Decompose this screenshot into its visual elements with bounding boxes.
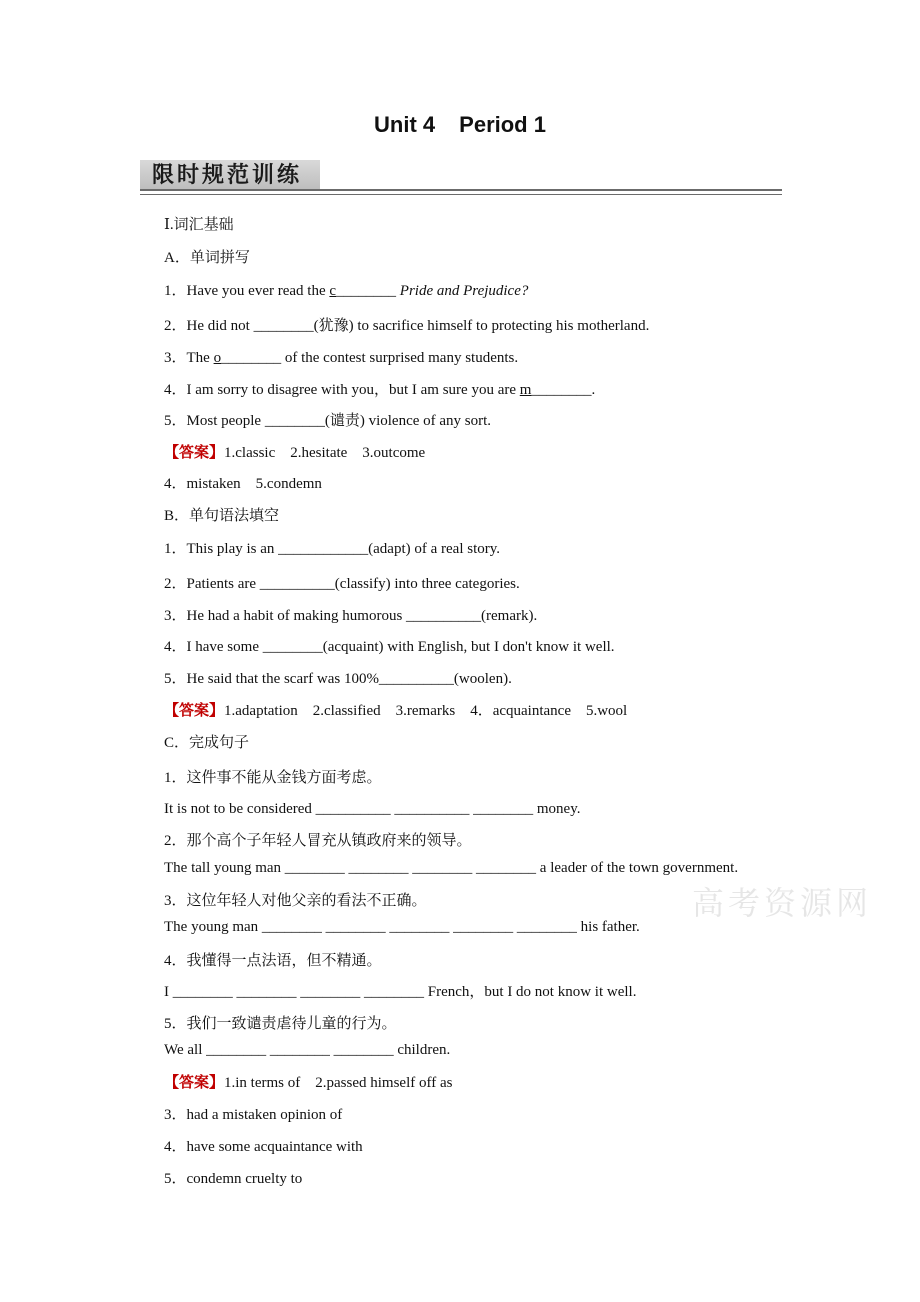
list-item: 1．This play is an ____________(adapt) of a real story.	[164, 541, 501, 557]
watermark: 高考资源网	[692, 884, 873, 922]
answer-label: 【答案】	[164, 1075, 225, 1091]
list-item: 1．这件事不能从金钱方面考虑。	[164, 770, 382, 786]
list-item: The tall young man ________ ________ ________ ________ a leader of the town government.	[164, 860, 739, 876]
list-item: It is not to be considered __________ __________ ________ money.	[164, 801, 581, 817]
list-item: 4．I am sorry to disagree with you，but I am sure you are m________.	[164, 382, 596, 398]
list-item: I ________ ________ ________ ________ French，but I do not know it well.	[164, 984, 637, 1000]
answer-line: 4．have some acquaintance with	[164, 1139, 363, 1155]
section-heading: Ⅰ.词汇基础	[164, 217, 234, 233]
list-item: 3．这位年轻人对他父亲的看法不正确。	[164, 893, 427, 909]
list-item: 3．He had a habit of making humorous __________(remark).	[164, 608, 538, 624]
part-b-heading: B．单句语法填空	[164, 508, 280, 524]
period-label: Period 1	[459, 112, 546, 137]
divider	[140, 194, 782, 195]
list-item: 2．那个高个子年轻人冒充从镇政府来的领导。	[164, 833, 472, 849]
section-banner	[140, 160, 782, 200]
banner-label: 限时规范训练	[140, 160, 320, 190]
answer-line: 4．mistaken 5.condemn	[164, 476, 322, 492]
list-item: 5．He said that the scarf was 100%__________(woolen).	[164, 671, 512, 687]
page-title	[0, 112, 920, 138]
list-item: 3．The o________ of the contest surprised many students.	[164, 350, 519, 366]
list-item: 4．I have some ________(acquaint) with English, but I don't know it well.	[164, 639, 615, 655]
answer-line: 【答案】1.classic 2.hesitate 3.outcome	[164, 445, 426, 461]
answer-line: 【答案】1.in terms of 2.passed himself off as	[164, 1075, 453, 1091]
part-c-heading: C．完成句子	[164, 735, 250, 751]
list-item: 5．我们一致谴责虐待儿童的行为。	[164, 1016, 397, 1032]
list-item: We all ________ ________ ________ children.	[164, 1042, 451, 1058]
list-item: 5．Most people ________(谴责) violence of any sort.	[164, 413, 492, 429]
list-item: 4．我懂得一点法语，但不精通。	[164, 953, 382, 969]
divider	[140, 189, 782, 191]
answer-label: 【答案】	[164, 703, 225, 719]
list-item: 1．Have you ever read the c________ Pride and Prejudice?	[164, 283, 529, 299]
list-item: 2．He did not ________(犹豫) to sacrifice himself to protecting his motherland.	[164, 318, 650, 334]
list-item: 2．Patients are __________(classify) into three categories.	[164, 576, 520, 592]
answer-label: 【答案】	[164, 445, 225, 461]
answer-line: 5．condemn cruelty to	[164, 1171, 303, 1187]
answer-line: 【答案】1.adaptation 2.classified 3.remarks 4．acquaintance 5.wool	[164, 703, 628, 719]
part-a-heading: A．单词拼写	[164, 250, 250, 266]
answer-line: 3．had a mistaken opinion of	[164, 1107, 343, 1123]
unit-label: Unit 4	[374, 112, 436, 137]
list-item: The young man ________ ________ ________ ________ ________ his father.	[164, 919, 640, 935]
